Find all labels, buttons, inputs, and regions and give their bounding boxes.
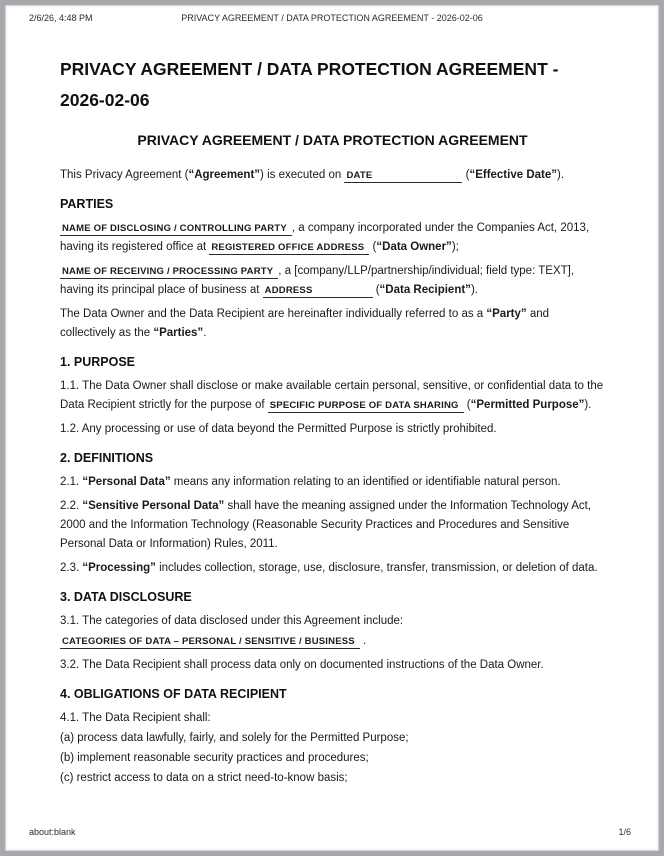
clause-4-1-c — [60, 769, 605, 788]
text-run: . — [203, 327, 207, 339]
text-run: ( — [369, 241, 377, 253]
section-definitions-heading: 2. DEFINITIONS — [60, 451, 154, 465]
fill-in-field: CATEGORIES OF DATA – PERSONAL / SENSITIVE / BUSINESS — [60, 636, 360, 649]
text-run: shall have the meaning assigned under the Information Technology Act, 2000 and the Information Technology (Reasonable Security Practices and Procedures and Sensitive Personal Data or Information) Rules, 2011. — [60, 500, 592, 550]
print-header-datetime: 2/6/26, 4:48 PM — [29, 13, 93, 23]
clause-2-2 — [60, 497, 605, 554]
clause-4-1-a — [60, 729, 605, 748]
print-header — [5, 5, 659, 24]
section-purpose-heading: 1. PURPOSE — [60, 355, 136, 369]
text-run: ). — [557, 169, 565, 181]
print-footer-page-number: 1/6 — [618, 827, 631, 837]
clause-3-2 — [60, 656, 605, 675]
parties-heading: PARTIES — [60, 197, 114, 211]
text-run: ). — [470, 284, 478, 296]
text-run: ). — [584, 399, 592, 411]
bold-term: “Data Owner” — [376, 241, 452, 253]
bold-term: “Processing” — [82, 562, 156, 574]
text-run: (b) implement reasonable security practices and procedures; — [60, 752, 369, 764]
party-receiving-paragraph — [60, 262, 605, 300]
text-run: 3.1. The categories of data disclosed under this Agreement include: — [60, 615, 404, 627]
section-obligations-heading: 4. OBLIGATIONS OF DATA RECIPIENT — [60, 687, 287, 701]
text-run: 2.3. — [60, 562, 83, 574]
bold-term: “Permitted Purpose” — [470, 399, 585, 411]
text-run: . — [359, 635, 367, 647]
parties-definition-paragraph — [60, 305, 605, 343]
bold-term: “Agreement” — [188, 169, 261, 181]
fill-in-field: NAME OF DISCLOSING / CONTROLLING PARTY — [60, 223, 292, 236]
clause-3-1 — [60, 612, 605, 631]
text-run: 2.1. — [60, 476, 83, 488]
text-run: ( — [372, 284, 380, 296]
print-footer-url: about:blank — [29, 827, 76, 837]
text-run: ( — [463, 399, 471, 411]
text-run: 4.1. The Data Recipient shall: — [60, 712, 211, 724]
bold-term: “Parties” — [153, 327, 204, 339]
bold-term: “Effective Date” — [469, 169, 557, 181]
text-run: ) is executed on — [260, 169, 345, 181]
text-run: This Privacy Agreement ( — [60, 169, 189, 181]
fill-in-field: DATE — [344, 170, 462, 183]
bold-term: “Party” — [486, 308, 527, 320]
section-disclosure-heading: 3. DATA DISCLOSURE — [60, 590, 192, 604]
bold-term: “Data Recipient” — [379, 284, 471, 296]
clause-3-1-field-line — [60, 632, 605, 651]
fill-in-field: NAME OF RECEIVING / PROCESSING PARTY — [60, 266, 278, 279]
fill-in-field: REGISTERED OFFICE ADDRESS — [209, 242, 369, 255]
clause-1-2 — [60, 420, 605, 439]
text-run: 3.2. The Data Recipient shall process data only on documented instructions of the Data Owner. — [60, 659, 544, 671]
bold-term: “Personal Data” — [82, 476, 171, 488]
text-run: , a company incorporated under the Companies Act, 2013, having its registered office at — [60, 222, 590, 253]
text-run: 1.2. Any processing or use of data beyond the Permitted Purpose is strictly prohibited. — [60, 423, 497, 435]
text-run: ); — [451, 241, 459, 253]
text-run: The Data Owner and the Data Recipient are hereinafter individually referred to as a — [60, 308, 487, 320]
text-run: and collectively as the — [60, 308, 550, 339]
intro-paragraph — [60, 166, 605, 185]
text-run: , a [company/LLP/partnership/individual; field type: TEXT], having its principal place of business at — [60, 265, 575, 296]
text-run: 1.1. The Data Owner shall disclose or make available certain personal, sensitive, or confidential data to the Data Recipient strictly for the purpose of — [60, 380, 604, 411]
document-subtitle: PRIVACY AGREEMENT / DATA PROTECTION AGREEMENT — [137, 132, 528, 148]
text-run: means any information relating to an identified or identifiable natural person. — [170, 476, 561, 488]
document-title: PRIVACY AGREEMENT / DATA PROTECTION AGREEMENT - 2026-02-06 — [60, 59, 559, 110]
text-run: 2.2. — [60, 500, 83, 512]
fill-in-field: SPECIFIC PURPOSE OF DATA SHARING — [268, 400, 464, 413]
clause-4-1-b — [60, 749, 605, 768]
text-run: (c) restrict access to data on a strict need-to-know basis; — [60, 772, 348, 784]
document-body — [5, 54, 659, 788]
text-run: includes collection, storage, use, disclosure, transfer, transmission, or deletion of data. — [155, 562, 598, 574]
fill-in-field: ADDRESS — [263, 285, 373, 298]
party-disclosing-paragraph — [60, 219, 605, 257]
print-header-title: PRIVACY AGREEMENT / DATA PROTECTION AGREEMENT - 2026-02-06 — [181, 13, 483, 23]
text-run: (a) process data lawfully, fairly, and solely for the Permitted Purpose; — [60, 732, 409, 744]
clause-4-1 — [60, 709, 605, 728]
bold-term: “Sensitive Personal Data” — [82, 500, 225, 512]
clause-1-1 — [60, 377, 605, 415]
clause-2-3 — [60, 559, 605, 578]
clause-2-1 — [60, 473, 605, 492]
text-run: ( — [462, 169, 470, 181]
